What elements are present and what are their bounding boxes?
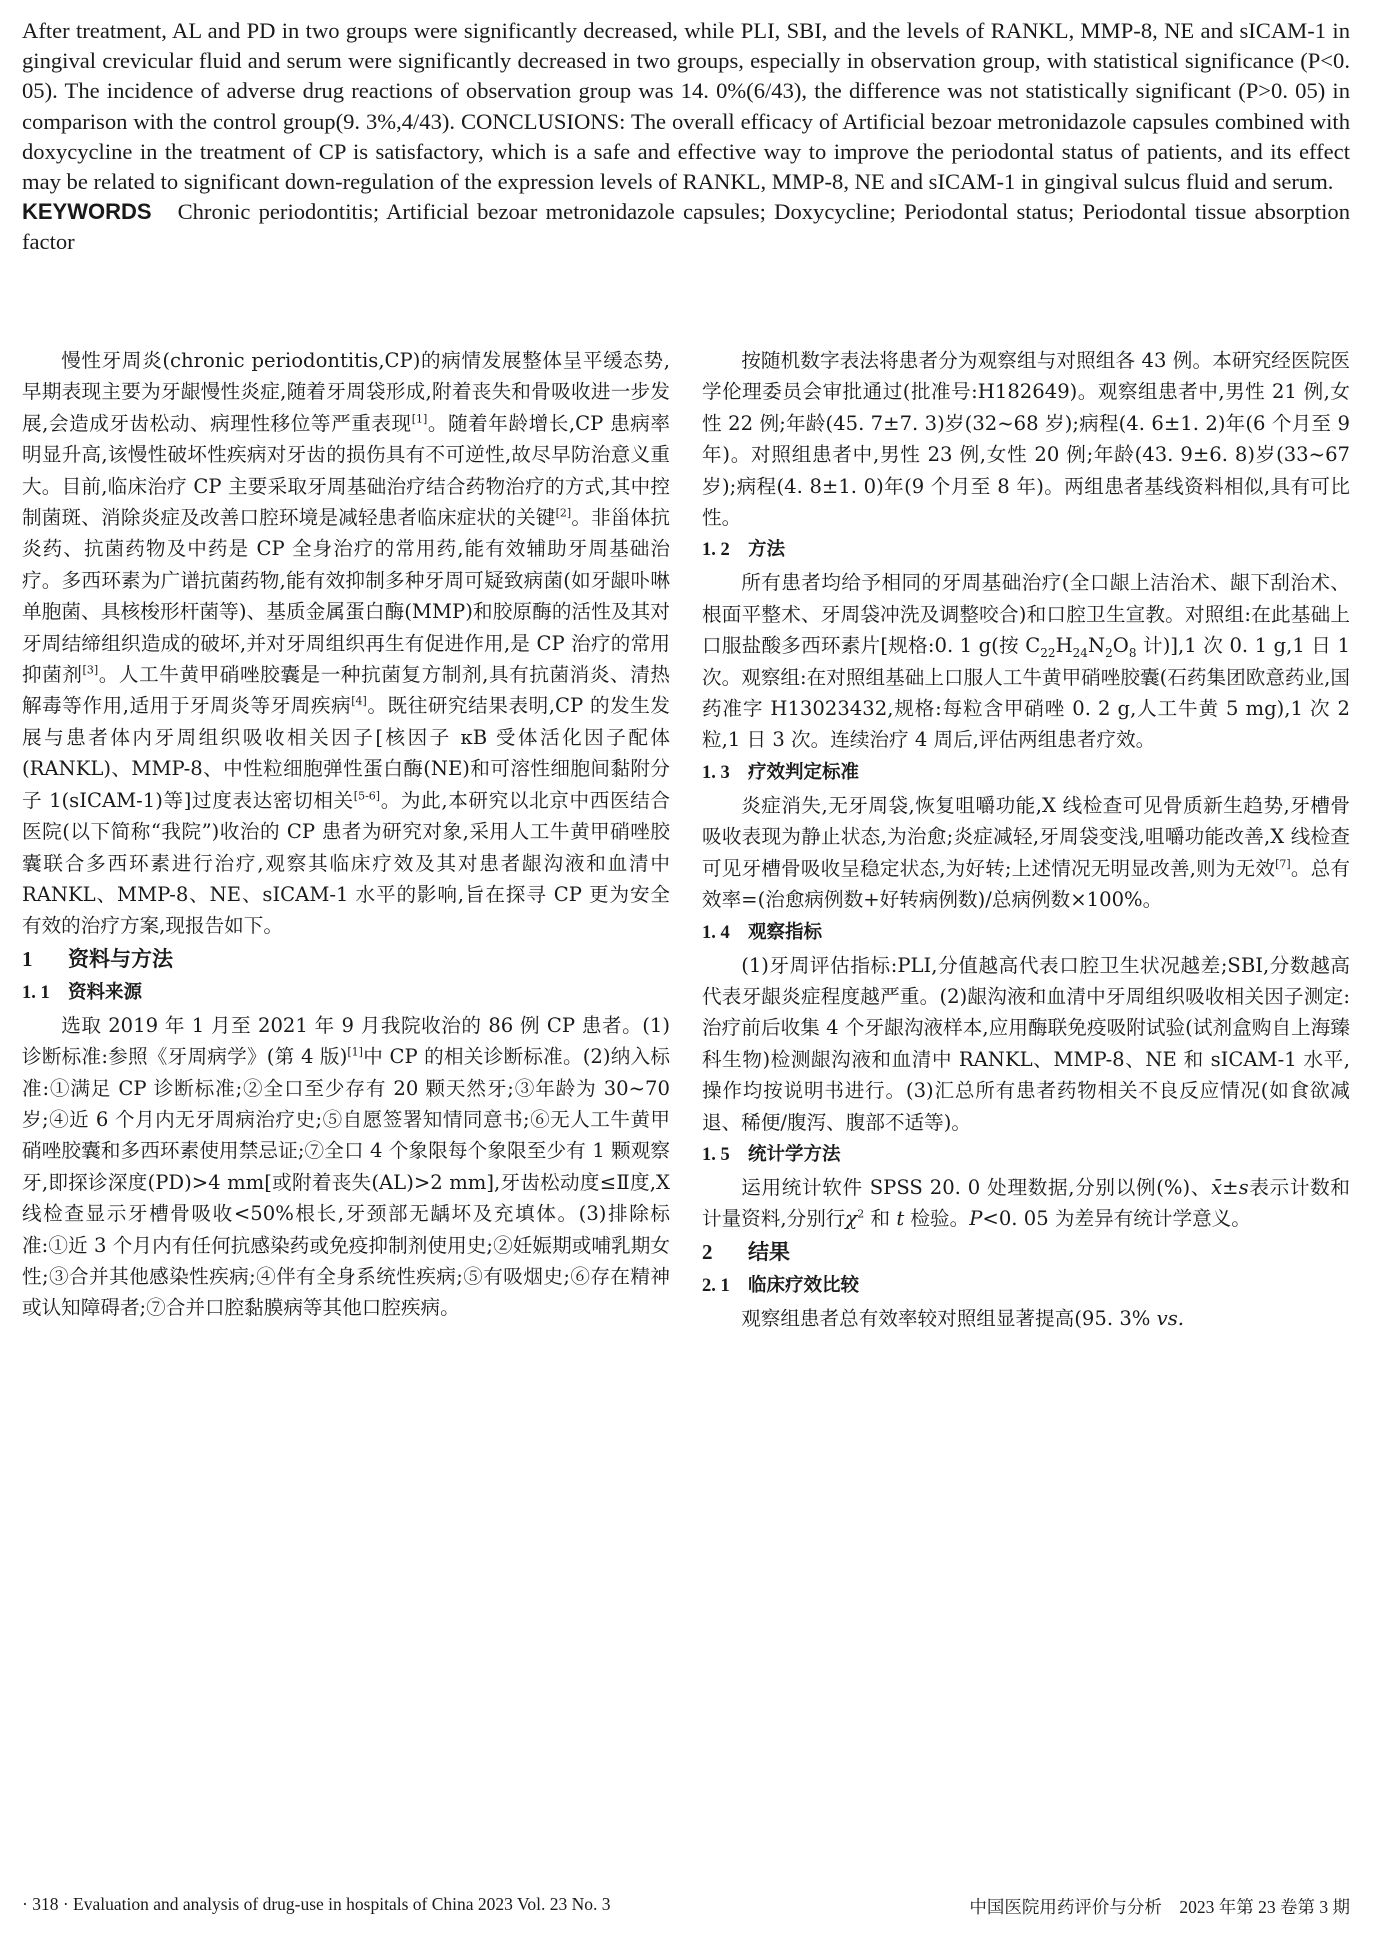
vs-abbrev: vs.: [1156, 1306, 1184, 1330]
keywords-line: [22, 197, 1350, 257]
statistics-text-4: 检验。: [904, 1207, 970, 1231]
subsection-number: 1. 2: [702, 540, 730, 561]
methods-text-1: 所有患者均给予相同的牙周基础治疗(全口龈上洁治术、龈下刮治术、根面平整术、牙周袋冲洗及调整咬合)和口腔卫生宣教。对照组:在此基础上口服盐酸多西环素片[规格:0. 1 g(按 C: [702, 571, 1350, 658]
data-source-text-1: 选取 2019 年 1 月至 2021 年 9 月我院收治的 86 例 CP 患者。(1)诊断标准:参照《牙周病学》(第 4 版): [22, 1013, 670, 1069]
subsection-heading-1-2: [702, 533, 1350, 567]
citation-2: [2]: [555, 506, 572, 520]
statistics-paragraph: [702, 1172, 1350, 1235]
citation-1b: [1]: [347, 1045, 363, 1059]
subsection-title: 资料来源: [68, 981, 143, 1003]
subsection-number: 1. 5: [702, 1144, 730, 1165]
subsection-number: 1. 3: [702, 762, 730, 783]
footer-left: · 318 · Evaluation and analysis of drug-use in hospitals of China 2023 Vol. 23 No. 3: [22, 1894, 611, 1914]
formula-element: N: [1087, 634, 1106, 658]
formula-subscript: 8: [1128, 646, 1137, 661]
results-text: 观察组患者总有效率较对照组显著提高(95. 3%: [741, 1306, 1157, 1330]
intro-text-5: 。既往研究结果表明,CP 的发生发展与患者体内牙周组织吸收相关因子[核因子 κB 受体活化因子配体(RANKL)、MMP-8、中性粒细胞弹性蛋白酶(NE)和可溶性细胞间黏附分子 1(sICAM-1)等]过度表达密切相关: [22, 694, 670, 812]
subsection-title: 方法: [748, 539, 786, 561]
chi-superscript: 2: [857, 1207, 865, 1221]
subsection-title: 观察指标: [748, 921, 823, 943]
intro-text-1: 慢性牙周炎(chronic periodontitis,CP)的病情发展整体呈平缓态势,早期表现主要为牙龈慢性炎症,随着牙周袋形成,附着丧失和骨吸收进一步发展,会造成牙齿松动、病理性移位等严重表现: [22, 349, 670, 435]
statistics-text-2: 表示计数和计量资料,分别行: [702, 1175, 1350, 1231]
left-column: [22, 345, 670, 1324]
citation-7: [7]: [1275, 857, 1291, 871]
subsection-heading-1-3: [702, 756, 1350, 790]
formula-element: O: [1112, 634, 1129, 658]
p-symbol: P: [969, 1207, 983, 1231]
statistics-text-3: 和: [864, 1207, 897, 1231]
subsection-number: 1. 1: [22, 982, 50, 1003]
section-number: 2: [702, 1239, 713, 1264]
section-title: 资料与方法: [68, 946, 173, 971]
efficacy-criteria-paragraph: [702, 790, 1350, 916]
subsection-heading-1-5: [702, 1138, 1350, 1172]
intro-text-4: 。人工牛黄甲硝唑胶囊是一种抗菌复方制剂,具有抗菌消炎、清热解毒等作用,适用于牙周炎等牙周疾病: [22, 663, 670, 718]
formula-element: H: [1055, 634, 1073, 658]
subsection-title: 临床疗效比较: [748, 1274, 860, 1296]
data-source-text-2: 中 CP 的相关诊断标准。(2)纳入标准:①满足 CP 诊断标准;②全口至少存有 20 颗天然牙;③年龄为 30~70 岁;④近 6 个月内无牙周病治疗史;⑤自愿签署知情同意书;⑥无人工牛黄甲硝唑胶囊和多西环素使用禁忌证;⑦全口 4 个象限每个象限至少有 1 颗观察牙,即探诊深度(PD)>4 mm[或附着丧失(AL)>2 mm],牙齿松动度≤Ⅱ度,X 线检查显示牙槽骨吸收<50%根长,牙颈部无龋坏及充填体。(3)排除标准:①近 3 个月内有任何抗感染药或免疫抑制剂使用史;②妊娠期或哺乳期女性;③合并其他感染性疾病;④伴有全身系统性疾病;⑤有吸烟史;⑥存在精神或认知障碍者;⑦合并口腔黏膜病等其他口腔疾病。: [22, 1045, 671, 1320]
subsection-number: 1. 4: [702, 922, 730, 943]
subsection-heading-2-1: [702, 1269, 1350, 1303]
t-symbol: t: [896, 1207, 905, 1231]
section-heading-1: [22, 942, 670, 976]
statistics-text-5: <0. 05 为差异有统计学意义。: [982, 1207, 1251, 1231]
efficacy-text-1: 炎症消失,无牙周袋,恢复咀嚼功能,X 线检查可见骨质新生趋势,牙槽骨吸收表现为静止状态,为治愈;炎症减轻,牙周袋变浅,咀嚼功能改善,X 线检查可见牙槽骨吸收呈稳定状态,为好转;上述情况无明显改善,则为无效: [702, 793, 1350, 880]
citation-1: [1]: [411, 412, 428, 426]
intro-text-2: 。随着年龄增长,CP 患病率明显升高,该慢性破坏性疾病对牙齿的损伤具有不可逆性,故尽早防治意义重大。目前,临床治疗 CP 主要采取牙周基础治疗结合药物治疗的方式,其中控制菌斑、消除炎症及改善口腔环境是减轻患者临床症状的关键: [22, 411, 670, 530]
data-source-paragraph: [22, 1010, 670, 1324]
methods-text-2: 计)],1 次 0. 1 g,1 日 1 次。观察组:在对照组基础上口服人工牛黄甲硝唑胶囊(石药集团欧意药业,国药准字 H13023432,规格:每粒含甲硝唑 0. 2 g,人工牛黄 5 mg),1 次 2 粒,1 日 3 次。连续治疗 4 周后,评估两组患者疗效。: [702, 634, 1350, 752]
intro-text-6: 。为此,本研究以北京中西医结合医院(以下简称“我院”)收治的 CP 患者为研究对象,采用人工牛黄甲硝唑胶囊联合多西环素进行治疗,观察其临床疗效及其对患者龈沟液和血清中 RANKL、MMP-8、NE、sICAM-1 水平的影响,旨在探寻 CP 更为安全有效的治疗方案,现报告如下。: [22, 788, 670, 938]
footer-right: 中国医院用药评价与分析 2023 年第 23 卷第 3 期: [969, 1897, 1350, 1917]
formula-subscript: 22: [1040, 646, 1056, 661]
abstract-results-conclusions: After treatment, AL and PD in two groups were significantly decreased, while PLI, SBI, and the levels of RANKL, MMP-8, NE and sICAM-1 in gingival crevicular fluid and serum were significantly decreased in two groups, especially in observation group, with statistical significance (P<0. 05). The incidence of adverse drug reactions of observation group was 14. 0%(6/43), the difference was not statistically significant (P>0. 05) in comparison with the control group(9. 3%,4/43). CONCLUSIONS: The overall efficacy of Artificial bezoar metronidazole capsules combined with doxycycline in the treatment of CP is satisfactory, which is a safe and effective way to improve the periodontal status of patients, and its effect may be related to significant down-regulation of the expression levels of RANKL, MMP-8, NE and sICAM-1 in gingival sulcus fluid and serum.: [22, 18, 1350, 195]
section-number: 1: [22, 946, 33, 971]
formula-subscript: 2: [1105, 646, 1113, 661]
section-title: 结果: [748, 1239, 790, 1264]
indicators-paragraph: (1)牙周评估指标:PLI,分值越高代表口腔卫生状况越差;SBI,分数越高代表牙龈炎症程度越严重。(2)龈沟液和血清中牙周组织吸收相关因子测定:治疗前后收集 4 个牙龈沟液样本,应用酶联免疫吸附试验(试剂盒购自上海臻科生物)检测龈沟液和血清中 RANKL、MMP-8、NE 和 sICAM-1 水平,操作均按说明书进行。(3)汇总所有患者药物相关不良反应情况(如食欲减退、稀便/腹泻、腹部不适等)。: [702, 953, 1350, 1134]
statistics-text-1: 运用统计软件 SPSS 20. 0 处理数据,分别以例(%)、: [741, 1175, 1212, 1199]
keywords-label: KEYWORDS: [22, 199, 152, 225]
efficacy-text-2: 。总有效率=(治愈病例数+好转病例数)/总病例数×100%。: [702, 856, 1351, 912]
subsection-heading-1-4: [702, 916, 1350, 950]
chi-symbol: χ: [845, 1207, 858, 1231]
citation-3: [3]: [82, 663, 99, 677]
citation-4: [4]: [351, 694, 367, 708]
english-abstract: [22, 16, 1350, 258]
formula-subscript: 24: [1072, 646, 1088, 661]
subsection-heading-1-1: [22, 976, 670, 1010]
methods-paragraph: [702, 567, 1350, 755]
keywords-text: Chronic periodontitis; Artificial bezoar metronidazole capsules; Doxycycline; Periodontal status; Periodontal tissue absorption factor: [22, 199, 1350, 255]
intro-paragraph: [22, 345, 670, 942]
subsection-title: 统计学方法: [748, 1143, 841, 1165]
mean-sd-symbol: x̄±s: [1211, 1175, 1249, 1199]
section-heading-2: [702, 1235, 1350, 1269]
citation-5: [5-6]: [353, 789, 381, 803]
subsection-title: 疗效判定标准: [748, 761, 860, 783]
subsection-number: 2. 1: [702, 1275, 730, 1296]
results-paragraph: [702, 1303, 1350, 1334]
right-column: [702, 345, 1350, 1334]
intro-text-3: 。非甾体抗炎药、抗菌药物及中药是 CP 全身治疗的常用药,能有效辅助牙周基础治疗。多西环素为广谱抗菌药物,能有效抑制多种牙周可疑致病菌(如牙龈卟啉单胞菌、具核梭形杆菌等)、基质金属蛋白酶(MMP)和胶原酶的活性及其对牙周结缔组织造成的破坏,并对牙周组织再生有促进作用,是 CP 治疗的常用抑菌剂: [22, 506, 671, 687]
grouping-paragraph: 按随机数字表法将患者分为观察组与对照组各 43 例。本研究经医院医学伦理委员会审批通过(批准号:H182649)。观察组患者中,男性 21 例,女性 22 例;年龄(45. 7±7. 3)岁(32~68 岁);病程(4. 6±1. 2)年(6 个月至 9 年)。对照组患者中,男性 23 例,女性 20 例;年龄(43. 9±6. 8)岁(33~67 岁);病程(4. 8±1. 0)年(9 个月至 8 年)。两组患者基线资料相似,具有可比性。: [702, 349, 1350, 530]
